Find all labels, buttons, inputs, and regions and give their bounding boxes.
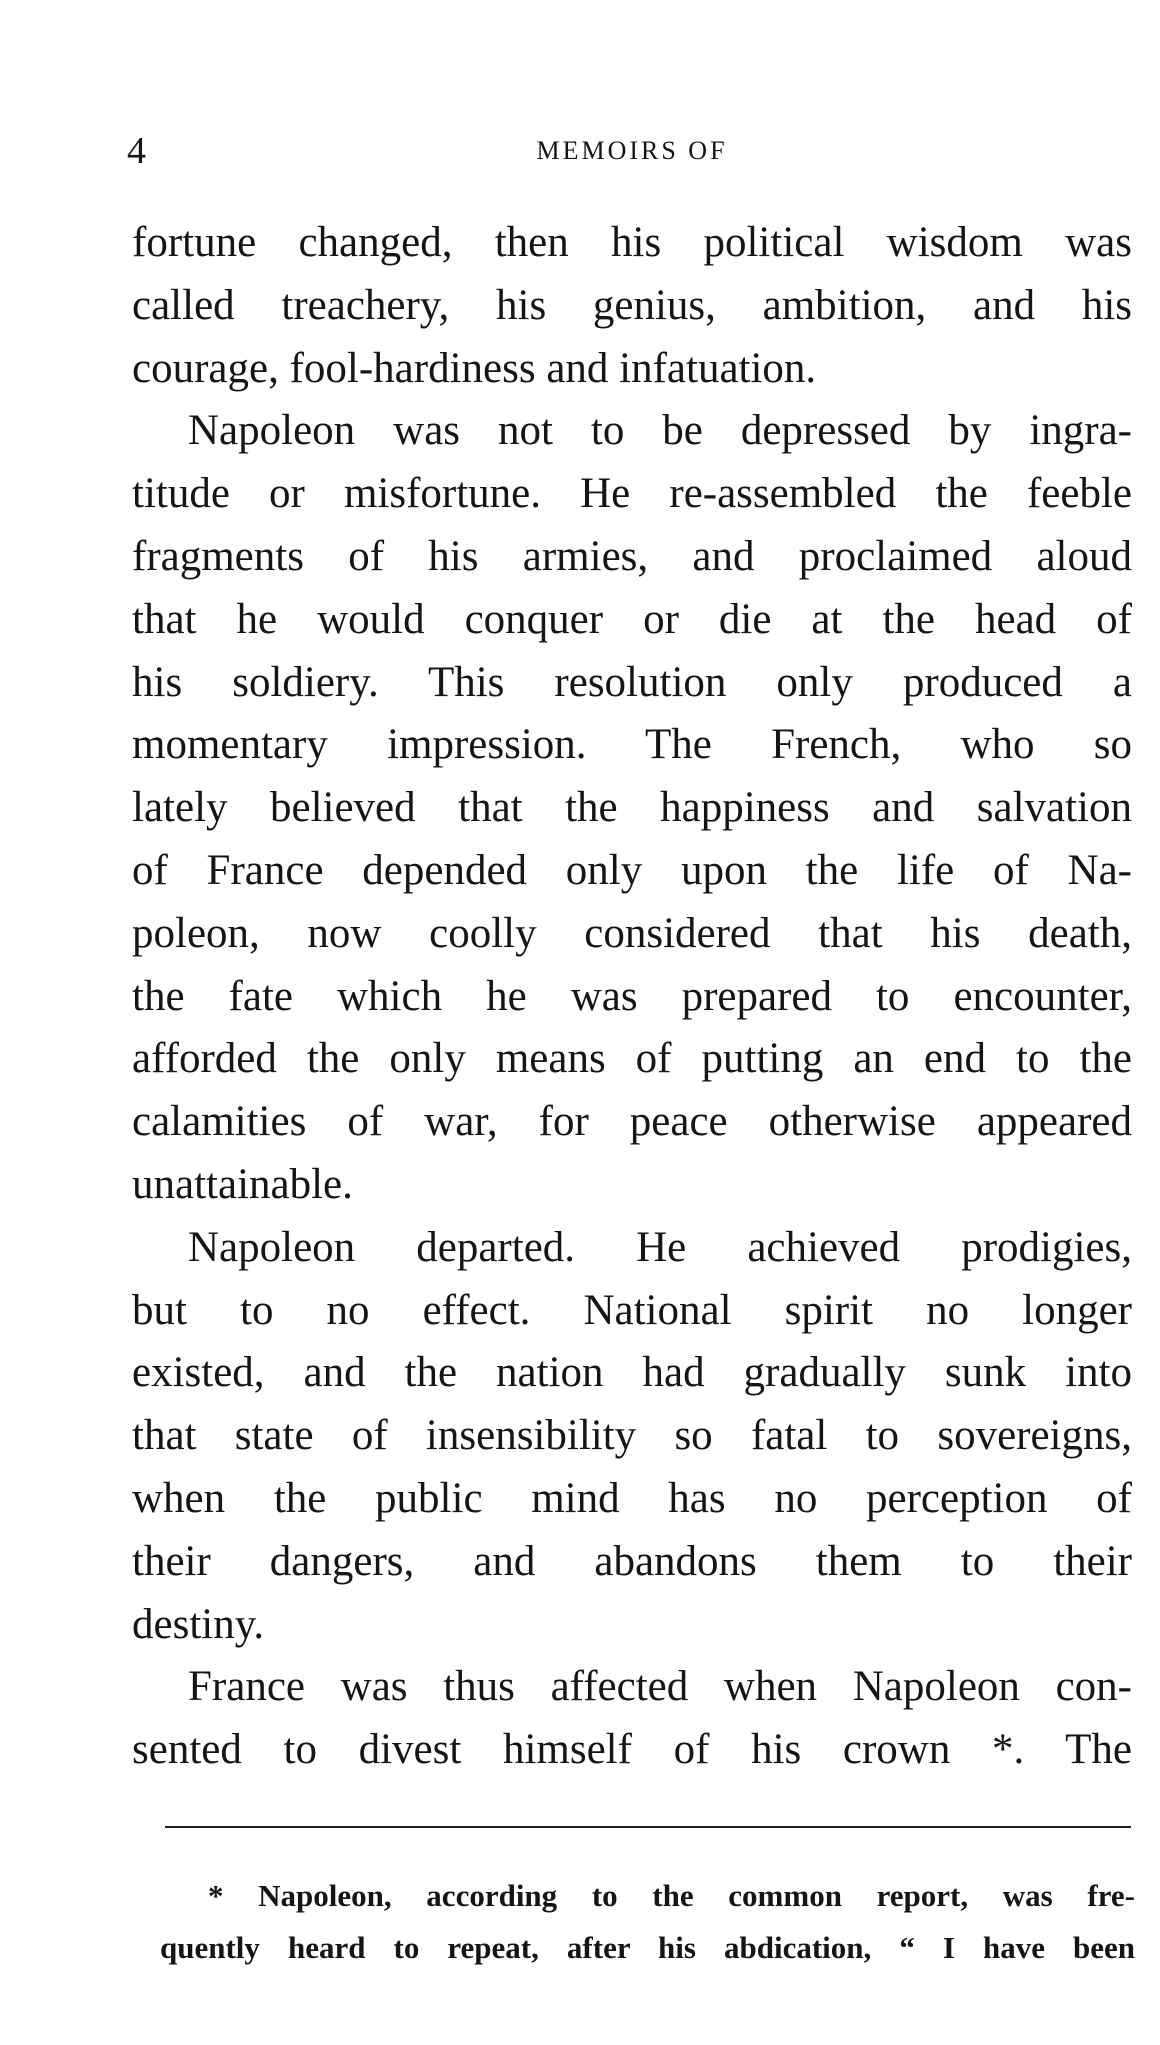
text-line: the fate which he was prepared to encounter,: [132, 972, 1132, 1020]
text-line: calamities of war, for peace otherwise appeared: [132, 1098, 1132, 1146]
page-header: [127, 126, 1137, 176]
text-line: sented to divest himself of his crown *. The: [132, 1726, 1132, 1774]
text-line: fragments of his armies, and proclaimed aloud: [132, 532, 1132, 580]
text-line: unattainable.: [132, 1160, 353, 1208]
text-line: fortune changed, then his political wisdom was: [132, 219, 1132, 266]
page-number: 4: [127, 130, 146, 172]
footnote: [160, 1870, 1135, 1974]
text-line: existed, and the nation had gradually sunk into: [132, 1349, 1132, 1397]
footnote-divider: [165, 1826, 1131, 1828]
text-line: Napoleon departed. He achieved prodigies,: [188, 1223, 1132, 1271]
text-line: their dangers, and abandons them to their: [132, 1537, 1132, 1585]
text-line: France was thus affected when Napoleon con-: [188, 1663, 1132, 1711]
body-text: [132, 212, 1132, 1782]
text-line: but to no effect. National spirit no longer: [132, 1286, 1132, 1334]
text-line: called treachery, his genius, ambition, and his: [132, 281, 1132, 329]
text-line: destiny.: [132, 1600, 265, 1648]
running-head: MEMOIRS OF: [536, 136, 728, 165]
text-line: titude or misfortune. He re-assembled the feeble: [132, 470, 1132, 518]
text-line: his soldiery. This resolution only produced a: [132, 658, 1132, 706]
text-line: of France depended only upon the life of Na-: [132, 846, 1132, 894]
text-line: lately believed that the happiness and salvation: [132, 784, 1132, 832]
text-line: poleon, now coolly considered that his death,: [132, 909, 1132, 957]
text-line: afforded the only means of putting an end to the: [132, 1035, 1132, 1083]
text-line: that state of insensibility so fatal to sovereigns,: [132, 1412, 1132, 1460]
text-line: Napoleon was not to be depressed by ingra-: [188, 407, 1132, 455]
footnote-line: * Napoleon, according to the common report, was fre-: [208, 1878, 1135, 1913]
text-line: that he would conquer or die at the head of: [132, 595, 1132, 643]
text-line: momentary impression. The French, who so: [132, 721, 1132, 769]
text-line: courage, fool-hardiness and infatuation.: [132, 344, 817, 392]
text-line: when the public mind has no perception of: [132, 1474, 1132, 1522]
footnote-line: quently heard to repeat, after his abdication, “ I have been: [160, 1930, 1135, 1965]
